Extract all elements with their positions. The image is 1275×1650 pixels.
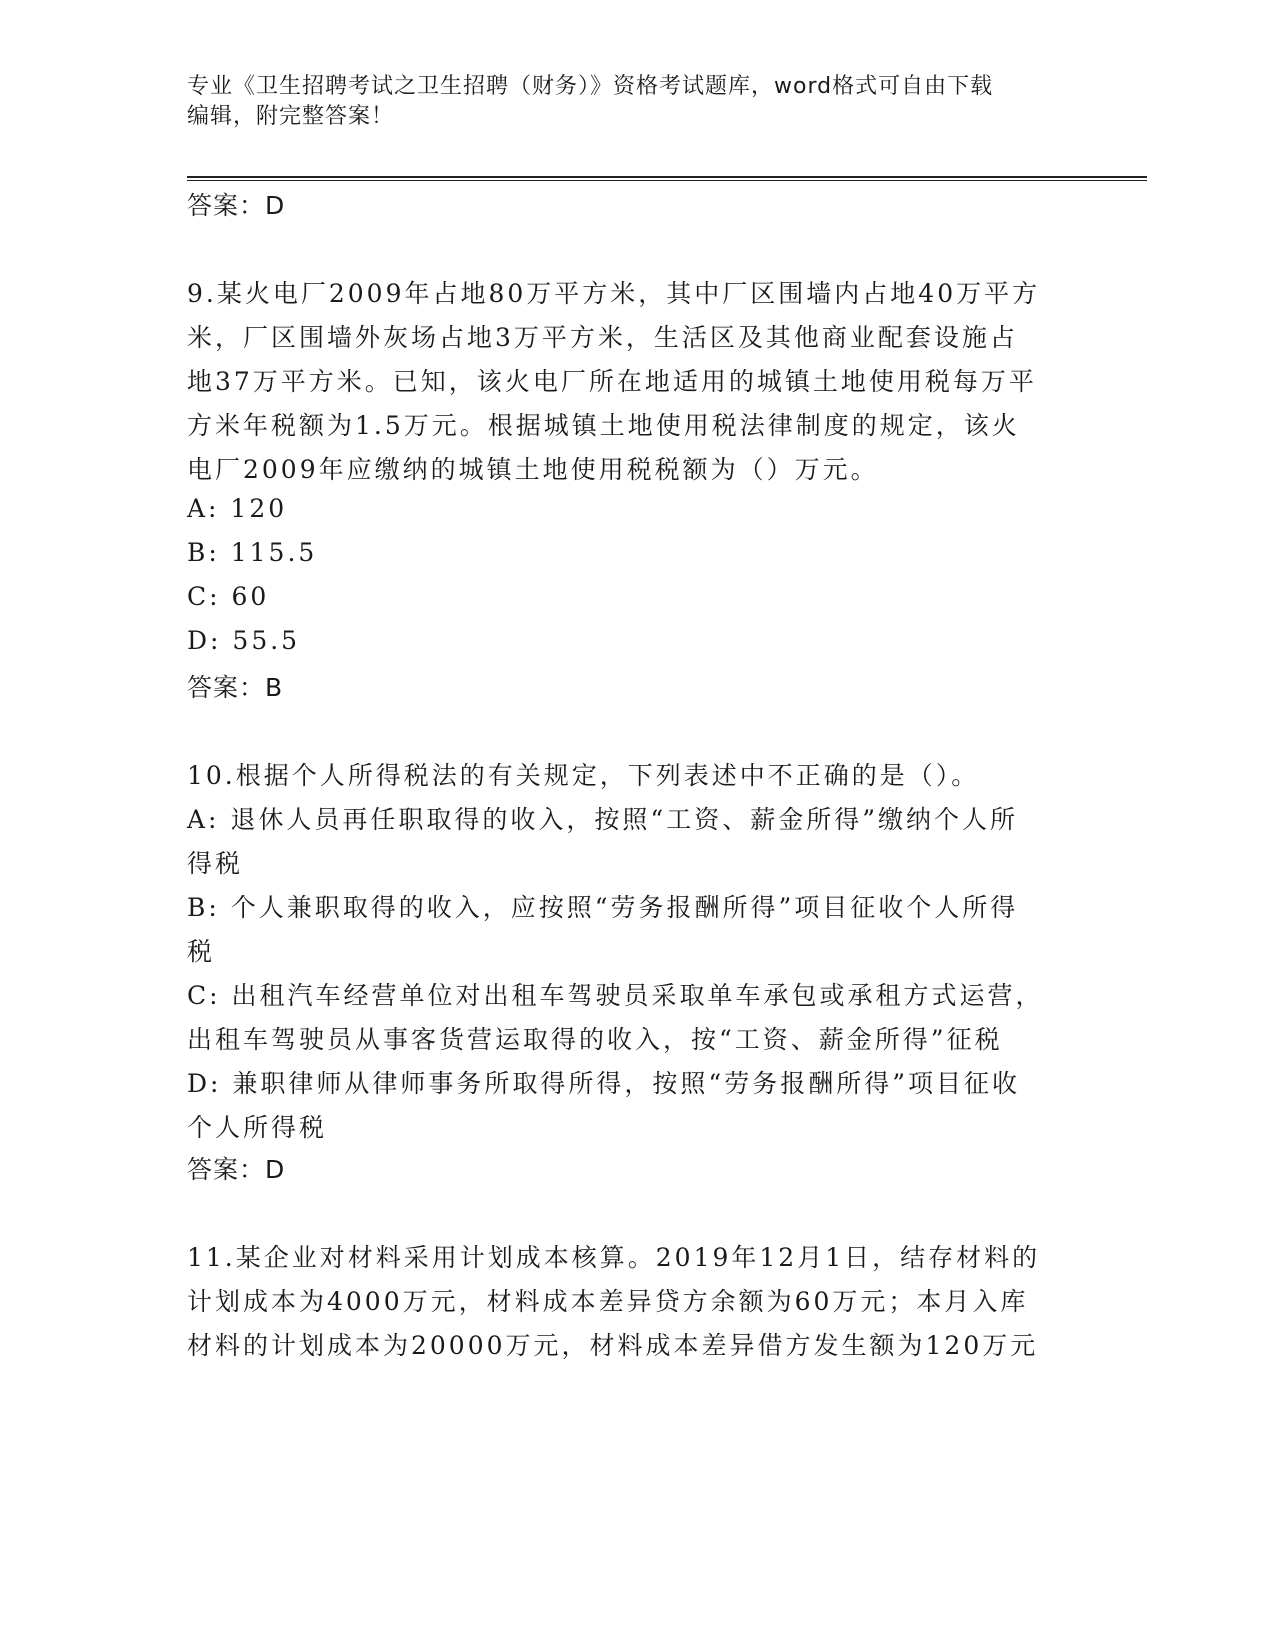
q9-option-d: D: 55.5 bbox=[187, 626, 301, 655]
q11-line-2: 计划成本为4000万元，材料成本差异贷方余额为60万元；本月入库 bbox=[187, 1287, 1029, 1316]
q10-option-d-line-1: D: 兼职律师从律师事务所取得所得，按照“劳务报酬所得”项目征收 bbox=[187, 1069, 1020, 1098]
q9-line-1: 9.某火电厂2009年占地80万平方米，其中厂区围墙内占地40万平方 bbox=[187, 279, 1041, 308]
q11-line-1: 11.某企业对材料采用计划成本核算。2019年12月1日，结存材料的 bbox=[187, 1243, 1041, 1272]
q9-option-a: A: 120 bbox=[187, 494, 288, 523]
header-divider bbox=[187, 176, 1147, 181]
q10-option-c-line-1: C: 出租汽车经营单位对出租车驾驶员采取单车承包或承租方式运营， bbox=[187, 981, 1044, 1010]
q9-option-b: B: 115.5 bbox=[187, 538, 318, 567]
q9-line-2: 米，厂区围墙外灰场占地3万平方米，生活区及其他商业配套设施占 bbox=[187, 323, 1018, 352]
header-line-1: 专业《卫生招聘考试之卫生招聘（财务）》资格考试题库，word格式可自由下载 bbox=[187, 74, 994, 99]
q10-answer: 答案：D bbox=[187, 1155, 286, 1184]
q10-option-b-line-2: 税 bbox=[187, 937, 216, 966]
q11-line-3: 材料的计划成本为20000万元，材料成本差异借方发生额为120万元 bbox=[187, 1331, 1039, 1360]
q9-line-5: 电厂2009年应缴纳的城镇土地使用税税额为（）万元。 bbox=[187, 455, 879, 484]
header-line-2: 编辑，附完整答案！ bbox=[187, 104, 395, 129]
q9-answer: 答案：B bbox=[187, 673, 284, 702]
q9-option-c: C: 60 bbox=[187, 582, 270, 611]
q9-line-3: 地37万平方米。已知，该火电厂所在地适用的城镇土地使用税每万平 bbox=[187, 367, 1037, 396]
q10-option-b-line-1: B: 个人兼职取得的收入，应按照“劳务报酬所得”项目征收个人所得 bbox=[187, 893, 1019, 922]
q10-option-a-line-1: A: 退休人员再任职取得的收入，按照“工资、薪金所得”缴纳个人所 bbox=[187, 805, 1018, 834]
q10-option-d-line-2: 个人所得税 bbox=[187, 1113, 328, 1142]
q10-stem: 10.根据个人所得税法的有关规定，下列表述中不正确的是（）。 bbox=[187, 761, 980, 790]
q8-answer: 答案：D bbox=[187, 191, 286, 220]
page-header bbox=[187, 72, 1067, 132]
q10-option-a-line-2: 得税 bbox=[187, 849, 244, 878]
q9-line-4: 方米年税额为1.5万元。根据城镇土地使用税法律制度的规定，该火 bbox=[187, 411, 1020, 440]
q10-option-c-line-2: 出租车驾驶员从事客货营运取得的收入，按“工资、薪金所得”征税 bbox=[187, 1025, 1003, 1054]
